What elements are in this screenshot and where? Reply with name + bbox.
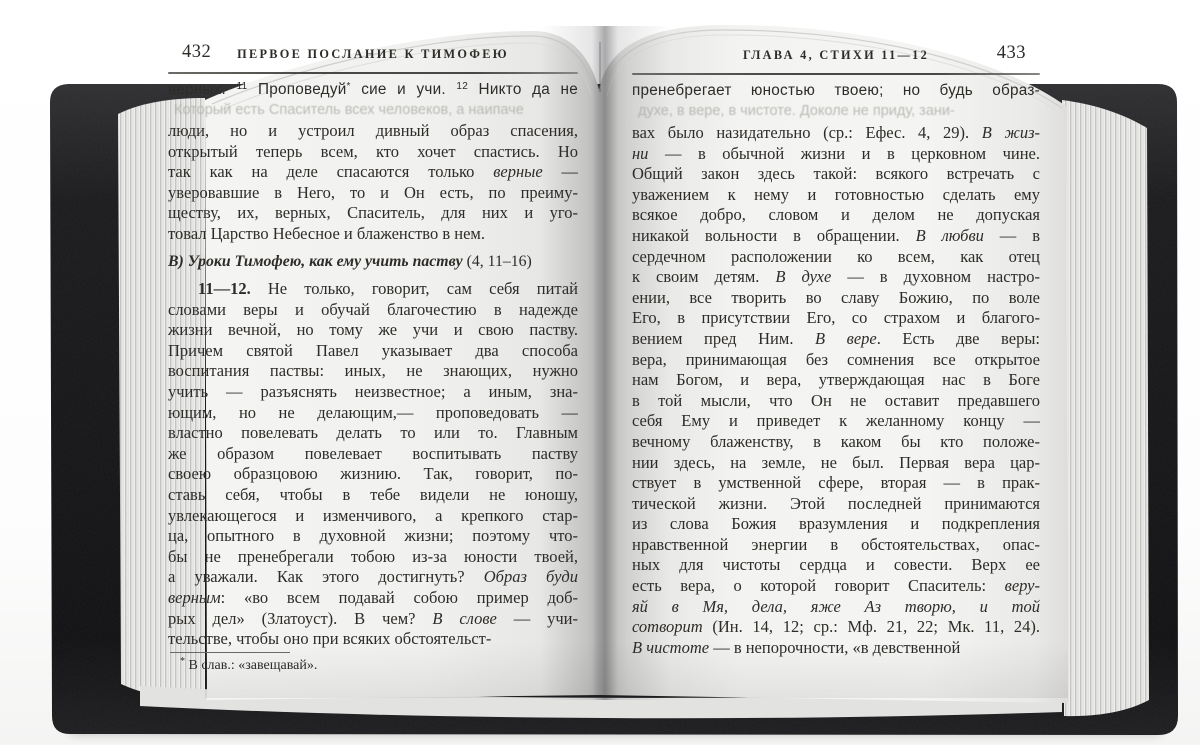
text-segment: В жиз-: [981, 123, 1040, 142]
text-segment: вах было назидательно (ср.: Ефес. 4, 29).: [632, 123, 982, 142]
text-line: [168, 526, 578, 547]
text-line: [632, 164, 1040, 185]
text-segment: воспитания паствы: иных, не знающих, нужно: [168, 361, 578, 381]
text-segment: никакой вольности в обращении.: [632, 225, 916, 245]
footnote: [180, 655, 318, 674]
text-segment: из слова Божия вразумления и подкрепления: [632, 514, 1040, 534]
text-segment: вением пред Ним.: [632, 328, 816, 348]
text-line: [168, 567, 578, 588]
text-line: [632, 411, 1040, 432]
text-segment: Проповедуй: [247, 81, 347, 98]
text-line: [632, 617, 1040, 638]
text-segment: ни: [632, 143, 649, 163]
text-segment: (4, 11–16): [462, 253, 532, 270]
text-segment: тической жизни. Этой последней принимаются: [632, 493, 1040, 513]
text-line: [632, 514, 1040, 535]
text-segment: — в непорочности, «в девственной: [709, 637, 961, 657]
text-line: [168, 547, 578, 568]
text-segment: ении, все творить во славу Божию, по воле: [632, 287, 1040, 307]
lp-para2: [168, 279, 578, 650]
text-line: [632, 391, 1040, 412]
text-segment: учить — разъяснять неизвестное; а иным, зна-: [168, 381, 578, 401]
text-line: [168, 251, 578, 272]
text-line: [168, 464, 578, 485]
text-line: [632, 576, 1040, 597]
text-segment: так как на деле спасаются только: [168, 162, 494, 182]
text-segment: увлекающегося и изменчивого, а крепкого стар-: [168, 505, 578, 525]
text-segment: товал Царство Небесное и блаженство в нем.: [168, 223, 485, 243]
text-segment: ца, опытного в духовной жизни; поэтому что-: [168, 526, 578, 546]
text-segment: яй в Мя, дела, яже Аз творю, и той: [632, 596, 1040, 616]
text-segment: своею образцовою жизнию. Так, говорит, по-: [168, 464, 578, 484]
text-line: [168, 341, 578, 362]
text-line: [168, 403, 578, 424]
text-segment: В) Уроки Тимофею, как ему учить паству: [168, 253, 463, 270]
text-segment: В любви: [915, 225, 984, 245]
text-segment: ющим, но не делающим,— проповедовать —: [168, 402, 578, 422]
text-line: [168, 361, 578, 382]
text-segment: всякое добро, словом и делом не допуская: [632, 205, 1040, 225]
right-running-header: ГЛАВА 4, СТИХИ 11—12: [742, 48, 930, 62]
text-segment: . Есть две веры:: [876, 328, 1040, 348]
text-line: [168, 506, 578, 527]
text-segment: ных для чистоты сердца и совести. Верх ее: [632, 555, 1040, 575]
right-header-rule: [632, 73, 1040, 75]
text-segment: а уважали. Как этого достигнуть?: [168, 567, 484, 587]
text-segment: жизни вечной, но тому же учи и свою паству.: [168, 320, 578, 340]
text-segment: : «во всем подавай собою пример доб-: [220, 587, 578, 607]
text-segment: открытый теперь всем, кто хочет спастись. Но: [168, 141, 578, 161]
text-segment: вера, принимающая без сомнения все открытое: [632, 349, 1040, 369]
text-segment: В вере: [815, 328, 877, 348]
lp-heading: [168, 251, 578, 272]
text-line: [632, 267, 1040, 288]
left-page-number: 432: [182, 42, 212, 62]
text-line: [632, 638, 1040, 659]
text-segment: верные: [493, 162, 543, 182]
text-segment: в той мысли, что Он не оставит предавшего: [632, 390, 1040, 410]
text-segment: Общий закон здесь такой: всякого встречать с: [632, 164, 1040, 184]
text-segment: ставь себя, чтобы в тебе видели не юношу,: [168, 484, 578, 504]
text-line: [632, 494, 1040, 515]
text-segment: Не только, говорит, сам себя питай: [250, 279, 578, 298]
text-segment: нии здесь, на земле, не был. Первая вера цар-: [632, 452, 1040, 472]
text-segment: люди, но и устроил дивный образ спасения,: [168, 121, 578, 140]
text-segment: нам Богом, и вера, утверждающая нас в Боге: [632, 370, 1040, 390]
left-header-rule: [168, 72, 578, 74]
text-segment: есть вера, о которой говорит Спаситель:: [632, 576, 1005, 596]
text-line: [632, 226, 1040, 247]
text-line: [632, 370, 1040, 391]
lp-scripture: [168, 79, 578, 101]
text-line: [632, 123, 1040, 144]
text-line: [168, 183, 578, 204]
text-line: [632, 205, 1040, 226]
text-segment: ствует в умственной сфере, вторая — в прак-: [632, 473, 1040, 493]
text-line: [168, 444, 578, 465]
text-segment: Его, в присутствии Его, со страхом и благого-: [632, 308, 1040, 328]
text-segment: нравственной энергии в обстоятельствах, опас-: [632, 534, 1040, 554]
text-segment: веру-: [1004, 576, 1040, 596]
right-page-number: 433: [996, 43, 1026, 63]
lp-para1: [168, 121, 578, 245]
text-segment: 11—12.: [198, 279, 251, 298]
text-segment: В чистоте: [632, 637, 710, 657]
text-segment: верных.: [168, 81, 237, 98]
text-line: [168, 423, 578, 444]
text-segment: словами веры и обучай благочестию в надежде: [168, 299, 578, 319]
footnote-rule: [170, 652, 290, 653]
text-segment: — учи-: [496, 608, 578, 628]
text-segment: В духе: [775, 267, 832, 287]
text-line: [168, 79, 578, 101]
text-line: [168, 203, 578, 224]
text-segment: уверовавшие в Него, то и Он есть, по преиму-: [168, 182, 578, 202]
text-segment: сие и учи.: [350, 81, 457, 98]
text-line: [632, 247, 1040, 268]
text-segment: же образом повелевает воспитывать паству: [168, 443, 578, 463]
text-segment: 11: [236, 80, 248, 92]
text-segment: властно повелевать делать то или то. Главным: [168, 423, 578, 443]
text-segment: — в: [983, 225, 1040, 245]
left-running-header: ПЕРВОЕ ПОСЛАНИЕ К ТИМОФЕЮ: [237, 47, 509, 61]
rp-scripture: [632, 80, 1040, 102]
right-showthrough-text: духе, в вере, в чистоте. Доколе не приду, зани-: [638, 103, 955, 119]
text-segment: — в обычной жизни и в церковном чине.: [648, 143, 1040, 163]
text-line: [632, 329, 1040, 350]
text-segment: себя Ему и приведет к желанному концу —: [632, 411, 1040, 431]
rp-para: [632, 123, 1040, 658]
text-line: [632, 308, 1040, 329]
text-segment: пренебрегает юностью твоею; но будь образ-: [632, 82, 1040, 99]
text-line: [168, 485, 578, 506]
text-segment: сотворит: [632, 617, 703, 637]
text-segment: уважением к нему и готовностью сделать ему: [632, 184, 1040, 204]
footnote-text: В слав.: «завещавай».: [185, 658, 318, 673]
text-line: [168, 629, 578, 650]
text-line: [168, 142, 578, 163]
text-segment: В слове: [432, 608, 497, 628]
text-line: [168, 609, 578, 630]
text-segment: — в духовном настро-: [831, 267, 1040, 287]
text-segment: Образ буди: [483, 567, 578, 587]
left-showthrough-text: Который есть Спаситель всех человеков, а наипаче: [174, 102, 524, 118]
text-segment: к своим детям.: [632, 267, 776, 287]
text-line: [168, 588, 578, 609]
text-line: [168, 121, 578, 142]
text-line: [632, 555, 1040, 576]
text-segment: 12: [456, 80, 469, 92]
text-line: [632, 535, 1040, 556]
text-line: [632, 432, 1040, 453]
text-line: [168, 320, 578, 341]
text-segment: сердечном расположении ко всем, как отец: [632, 246, 1040, 266]
text-line: [632, 185, 1040, 206]
text-segment: Никто да не: [468, 81, 578, 98]
text-segment: тельстве, чтобы оно при всяких обстоятельст-: [168, 629, 492, 649]
text-segment: Причем святой Павел указывает два способа: [168, 340, 578, 360]
text-line: [632, 453, 1040, 474]
text-segment: верным: [168, 587, 221, 607]
text-line: [632, 597, 1040, 618]
fore-edge-right: [1062, 100, 1149, 716]
text-segment: вечному блаженству, в каком бы кто положе-: [632, 431, 1040, 451]
text-line: [168, 279, 578, 300]
text-line: [632, 144, 1040, 165]
text-segment: рых дел» (Златоуст). В чем?: [168, 608, 433, 628]
text-line: [168, 224, 578, 245]
text-line: [168, 382, 578, 403]
text-line: [632, 288, 1040, 309]
text-segment: (Ин. 14, 12; ср.: Мф. 21, 22; Мк. 11, 24).: [702, 617, 1040, 637]
text-line: [632, 350, 1040, 371]
footnote-marker: *: [180, 655, 185, 667]
text-line: [632, 473, 1040, 494]
text-line: [168, 300, 578, 321]
text-segment: —: [542, 162, 578, 182]
text-line: [632, 80, 1040, 102]
text-line: [168, 162, 578, 183]
text-segment: ществу, их, верных, Спаситель, для них и уго-: [168, 203, 578, 223]
text-segment: бы не пренебрегали тобою из-за юности твоей,: [168, 546, 578, 566]
text-segment: *: [346, 80, 351, 92]
